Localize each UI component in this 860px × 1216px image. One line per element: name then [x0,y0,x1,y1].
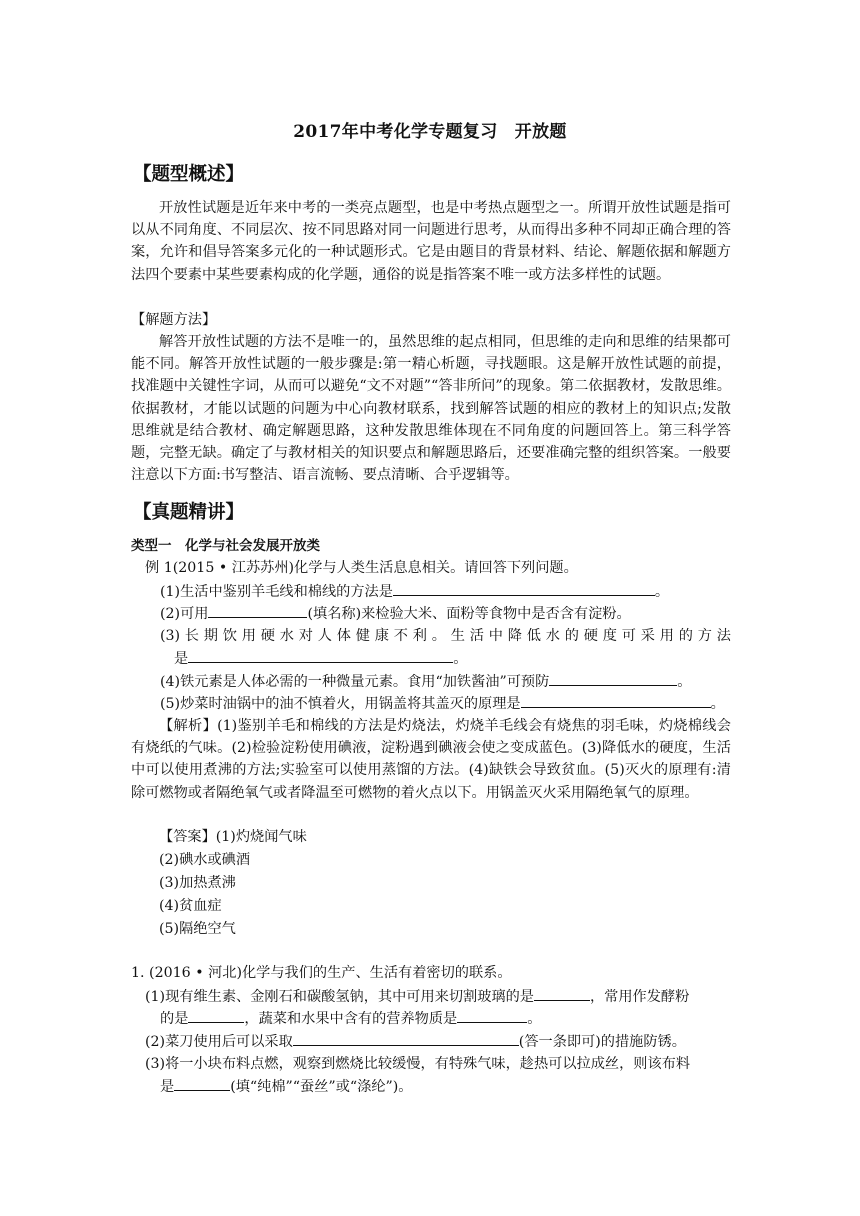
answer-item: (4)贫血症 [159,898,222,914]
answer-blank [549,670,677,686]
real-heading: 【真题精讲】 [133,502,245,523]
question-4 [160,670,692,693]
method-heading: 【解题方法】 [131,312,217,328]
answer-label: 【答案】(1)灼烧闻气味 [159,829,307,845]
problem-1-part-1-end: 。 [527,1011,542,1027]
problem-1-part-3-end: (填“纯棉”“蚕丝”或“涤纶”)。 [230,1079,413,1095]
type-one-heading: 类型一 化学与社会发展开放类 [131,538,320,554]
problem-1-part-1-line-2 [160,1007,541,1030]
question-1-end: 。 [654,584,670,600]
answer-blank [174,1075,230,1091]
question-3-end: 。 [453,651,468,667]
problem-1-part-2-end: (答一条即可)的措施防锈。 [518,1034,686,1050]
question-5-text: (5)炒菜时油锅中的油不慎着火，用锅盖将其盖灭的原理是 [160,696,521,712]
question-1 [160,580,669,603]
overview-heading: 【题型概述】 [133,164,245,185]
problem-1-part-1-text: (1)现有维生素、金刚石和碳酸氢钠，其中可用来切割玻璃的是 [145,989,534,1005]
analysis-text: 【解析】(1)鉴别羊毛和棉线的方法是灼烧法，灼烧羊毛线会有烧焦的羽毛味，灼烧棉线会有烧纸的气味。(2)检验淀粉使用碘液，淀粉遇到碘液会使之变成蓝色。(3)降低水的硬度，生活中可以使用煮沸的方法;实验室可以使用蒸馏的方法。(4)缺铁会导致贫血。(5)灭火的原理有:清除可燃物或者隔绝氧气或者降温至可燃物的着火点以下。用锅盖灭火采用隔绝氧气的原理。 [131,718,731,801]
answer-item: (3)加热煮沸 [159,875,236,891]
answer-blank [188,1007,244,1023]
question-2 [160,602,631,625]
answer-blank [457,1007,527,1023]
answer-blank [534,985,590,1001]
problem-1-part-1-mid: ，常用作发酵粉 [589,989,690,1005]
question-5-end: 。 [710,696,725,712]
problem-1-part-1-text-2: 的是 [160,1011,189,1027]
question-3-text: 是 [174,651,189,667]
answer-blank [393,580,655,596]
question-4-end: 。 [677,674,692,690]
question-4-text: (4)铁元素是人体必需的一种微量元素。食用“加铁酱油”可预防 [160,674,550,690]
problem-1-intro: 1. (2016 • 河北)化学与我们的生产、生活有着密切的联系。 [131,965,512,981]
method-text: 解答开放性试题的方法不是唯一的，虽然思维的起点相同，但思维的走向和思维的结果都可能不同。解答开放性试题的一般步骤是:第一精心析题，寻找题眼。这是解开放性试题的前提，找准题中关键性字词，从而可以避免“文不对题”“答非所问”的现象。第二依据教材，发散思维。依据教材，才能以试题的问题为中心向教材联系，找到解答试题的相应的教材上的知识点;发散思维就是结合教材、确定解题思路，这种发散思维体现在不同角度的问题回答上。第三科学答题，完整无缺。确定了与教材相关的知识要点和解题思路后，还要准确完整的组织答案。一般要注意以下方面:书写整洁、语言流畅、要点清晰、合乎逻辑等。 [131,334,731,484]
answer-blank [188,647,453,663]
answer-item: (2)碘水或碘酒 [159,852,251,868]
problem-1-part-2-text: (2)菜刀使用后可以采取 [145,1034,293,1050]
problem-1-part-3-line-2 [160,1075,412,1098]
overview-text: 开放性试题是近年来中考的一类亮点题型，也是中考热点题型之一。所谓开放性试题是指可以从不同角度、不同层次、按不同思路对同一问题进行思考，从而得出多种不同却正确合理的答案，允许和倡导答案多元化的一种试题形式。它是由题目的背景材料、结论、解题依据和解题方法四个要素中某些要素构成的化学题，通俗的说是指答案不唯一或方法多样性的试题。 [131,200,731,283]
answer-blank [293,1030,519,1046]
problem-1-part-3-text: 是 [160,1079,175,1095]
question-5 [160,692,725,715]
example-intro: 例 1(2015 • 江苏苏州)化学与人类生活息息相关。请回答下列问题。 [145,560,578,576]
problem-1-part-1-text-3: ，蔬菜和水果中含有的营养物质是 [244,1011,458,1027]
question-1-text: (1)生活中鉴别羊毛线和棉线的方法是 [160,584,393,600]
question-2-text: (2)可用 [160,606,209,622]
problem-1-part-3: (3)将一小块布料点燃，观察到燃烧比较缓慢，有特殊气味，趁热可以拉成丝，则该布料 [145,1056,691,1072]
question-2-end: (填名称)来检验大米、面粉等食物中是否含有淀粉。 [307,606,631,622]
answer-item: (5)隔绝空气 [159,921,236,937]
problem-1-part-1 [145,985,689,1008]
page-title: 2017年中考化学专题复习 开放题 [293,122,567,142]
problem-1-part-2 [145,1030,686,1053]
answer-blank [521,692,711,708]
answer-blank [208,602,307,618]
question-3-line-2 [174,647,467,670]
question-3-line-1: (3) 长 期 饮 用 硬 水 对 人 体 健 康 不 利 。 生 活 中 降 低 水 的 硬 度 可 采 用 的 方 法 [160,628,731,644]
